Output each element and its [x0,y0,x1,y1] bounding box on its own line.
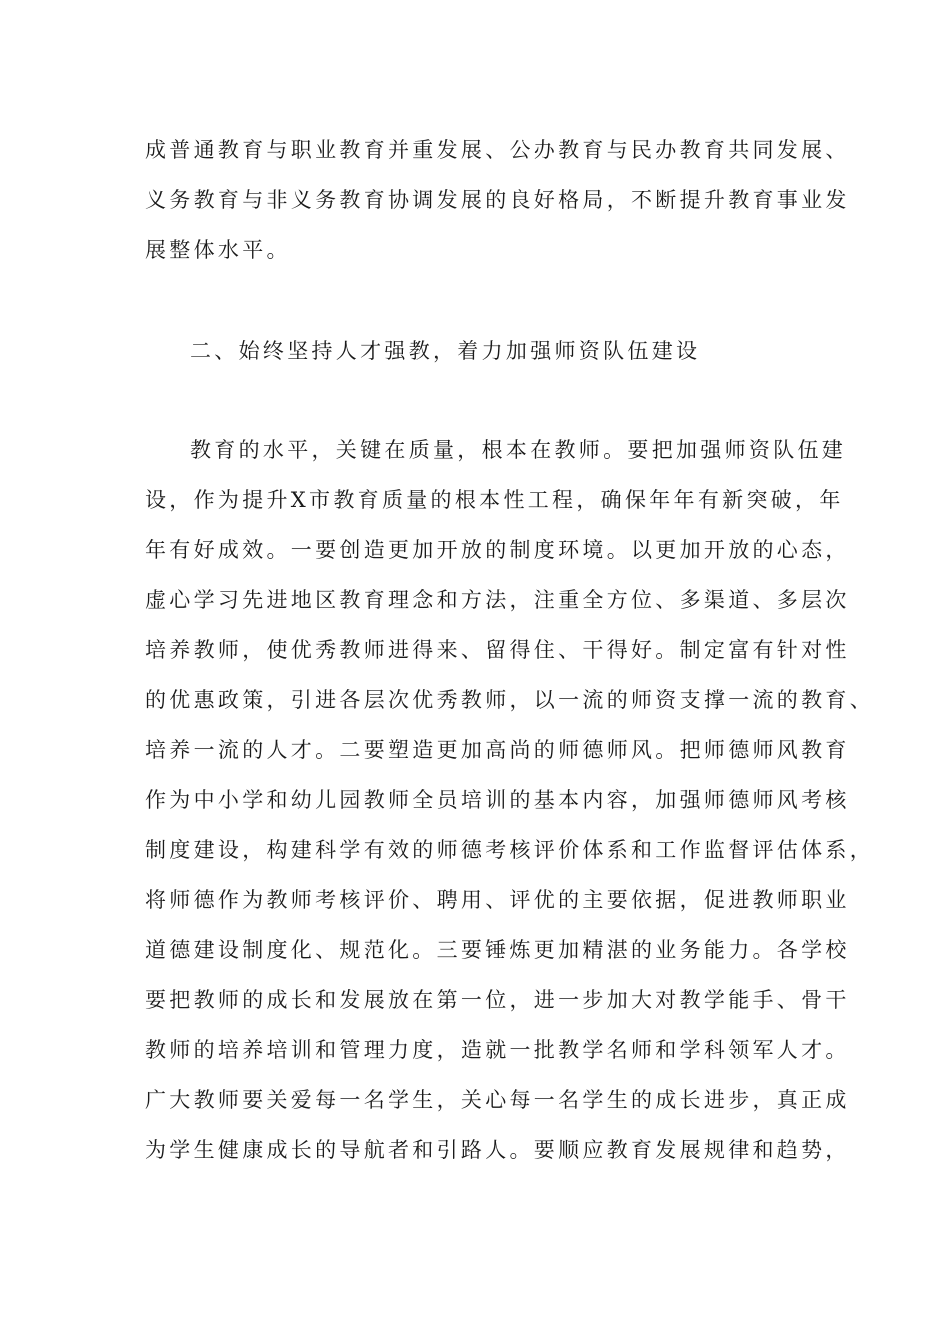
paragraph-line: 培养一流的人才。二要塑造更加高尚的师德师风。把师德师风教育 [145,738,850,762]
paragraph-line: 培养教师，使优秀教师进得来、留得住、干得好。制定富有针对性 [145,638,850,662]
paragraph-line: 教师的培养培训和管理力度，造就一批教学名师和学科领军人才。 [145,1038,850,1062]
paragraph-line: 义务教育与非义务教育协调发展的良好格局，不断提升教育事业发 [145,188,850,212]
paragraph-line: 成普通教育与职业教育并重发展、公办教育与民办教育共同发展、 [145,138,850,162]
paragraph-line: 将师德作为教师考核评价、聘用、评优的主要依据，促进教师职业 [145,888,850,912]
paragraph-line: 教育的水平，关键在质量，根本在教师。要把加强师资队伍建 [190,438,847,462]
section-heading: 二、始终坚持人才强教，着力加强师资队伍建设 [190,339,701,363]
paragraph-line: 要把教师的成长和发展放在第一位，进一步加大对教学能手、骨干 [145,988,850,1012]
paragraph-line: 为学生健康成长的导航者和引路人。要顺应教育发展规律和趋势， [145,1138,850,1162]
paragraph-line: 年有好成效。一要创造更加开放的制度环境。以更加开放的心态， [145,538,850,562]
paragraph-line: 作为中小学和幼儿园教师全员培训的基本内容，加强师德师风考核 [145,788,850,812]
paragraph-line: 虚心学习先进地区教育理念和方法，注重全方位、多渠道、多层次 [145,588,850,612]
paragraph-line: 设，作为提升X市教育质量的根本性工程，确保年年有新突破，年 [145,488,844,512]
paragraph-line: 道德建设制度化、规范化。三要锤炼更加精湛的业务能力。各学校 [145,938,850,962]
paragraph-line: 广大教师要关爱每一名学生，关心每一名学生的成长进步，真正成 [145,1088,850,1112]
paragraph-line: 制度建设，构建科学有效的师德考核评价体系和工作监督评估体系， [145,838,874,862]
paragraph-line: 展整体水平。 [145,238,291,262]
paragraph-line: 的优惠政策，引进各层次优秀教师，以一流的师资支撑一流的教育、 [145,688,874,712]
